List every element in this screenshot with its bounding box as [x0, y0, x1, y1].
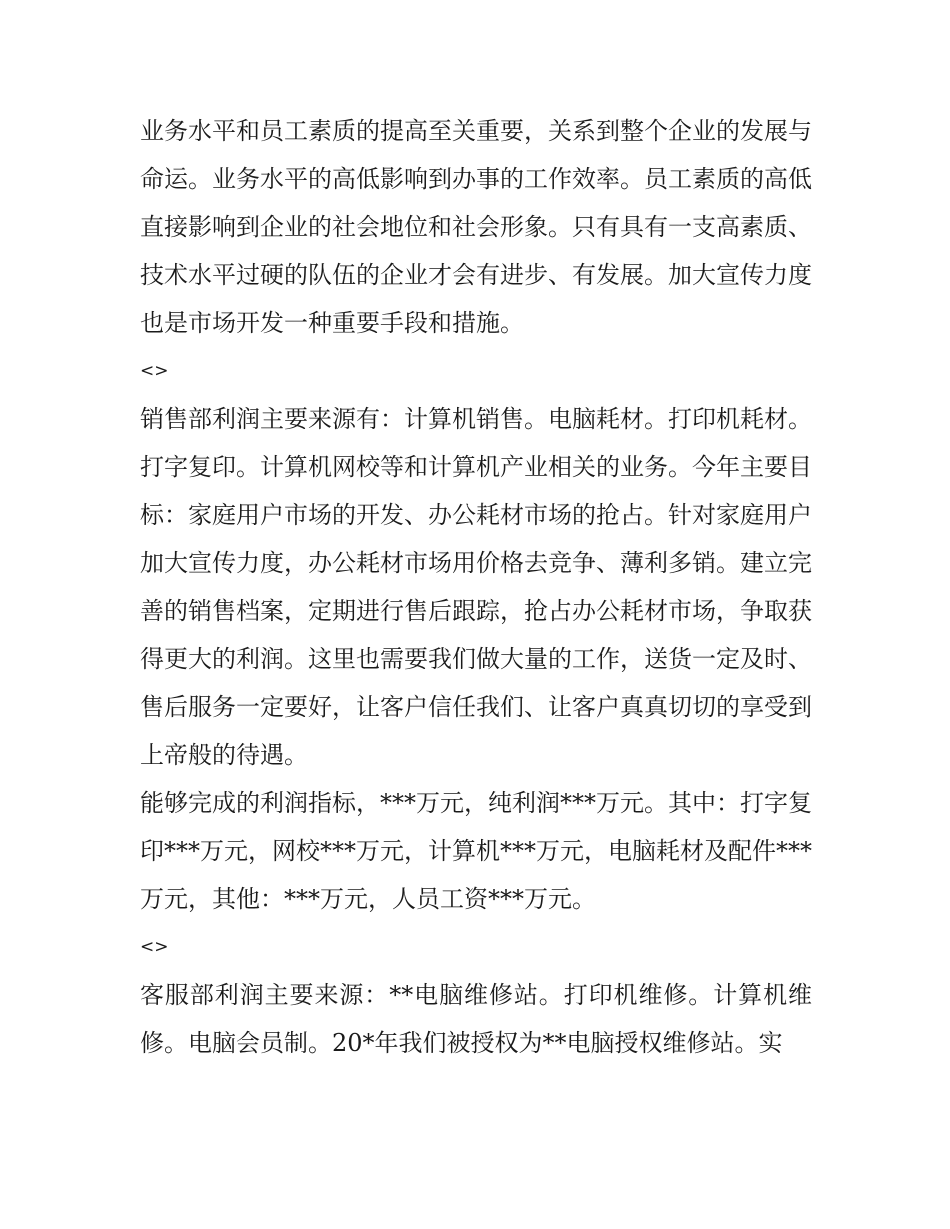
paragraph-sales-department: 销售部利润主要来源有：计算机销售。电脑耗材。打印机耗材。打字复印。计算机网校等和计算机产业相关的业务。今年主要目标：家庭用户市场的开发、办公耗材市场的抢占。针对家庭用户加大宣传力度，办公耗材市场用价格去竞争、薄利多销。建立完善的销售档案，定期进行售后跟踪，抢占办公耗材市场，争取获得更大的利润。这里也需要我们做大量的工作，送货一定及时、售后服务一定要好，让客户信任我们、让客户真真切切的享受到上帝般的待遇。	[140, 405, 812, 769]
paragraph-profit-targets: 能够完成的利润指标，***万元，纯利润***万元。其中：打字复印***万元，网校***万元，计算机***万元，电脑耗材及配件***万元，其他：***万元，人员工资***万元。	[140, 789, 812, 913]
section-separator: <>	[140, 937, 169, 957]
paragraph-staff-quality: 业务水平和员工素质的提高至关重要，关系到整个企业的发展与命运。业务水平的高低影响到办事的工作效率。员工素质的高低直接影响到企业的社会地位和社会形象。只有具有一支高素质、技术水平过硬的队伍的企业才会有进步、有发展。加大宣传力度也是市场开发一种重要手段和措施。	[140, 117, 812, 337]
document-body	[140, 107, 812, 1067]
section-separator: <>	[140, 361, 169, 381]
paragraph-service-department: 客服部利润主要来源：**电脑维修站。打印机维修。计算机维修。电脑会员制。20*年我们被授权为**电脑授权维修站。实	[140, 981, 812, 1057]
